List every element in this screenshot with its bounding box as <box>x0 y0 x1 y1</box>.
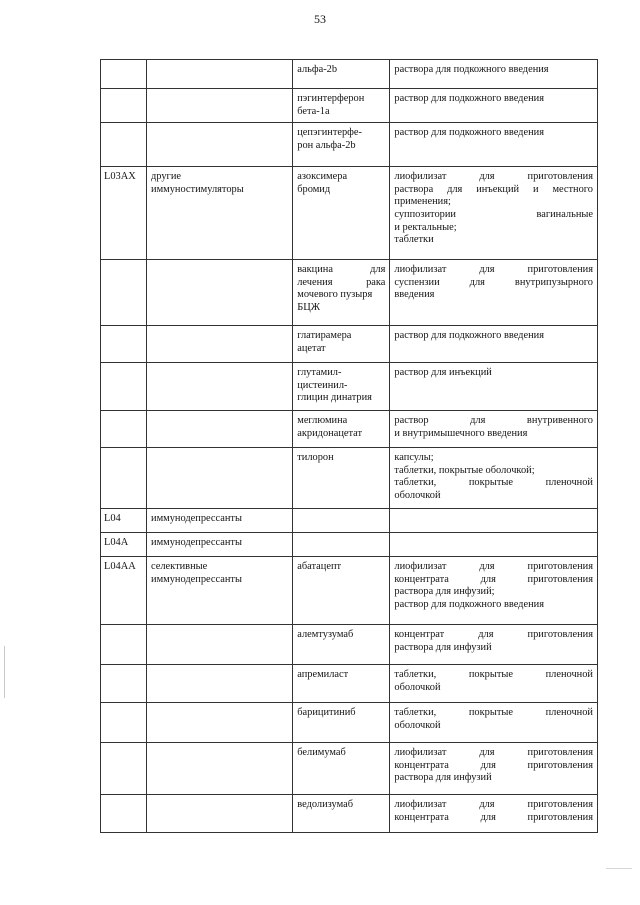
drug-name-line: азоксимера <box>297 171 348 183</box>
dosage-form-line: таблетки, покрытые пленочной <box>394 669 593 681</box>
dosage-form-cell <box>390 363 598 411</box>
dosage-form: раствор для инъекций <box>394 367 492 379</box>
drug-name: ведолизумаб <box>297 799 354 811</box>
table-row <box>101 448 598 509</box>
group-name: иммунодепрессанты <box>151 513 242 525</box>
scan-artifact <box>4 646 5 698</box>
group-cell <box>147 743 293 795</box>
drug-name: алемтузумаб <box>297 629 354 641</box>
dosage-form-cell <box>390 260 598 326</box>
drug-name: тилорон <box>297 452 334 464</box>
dosage-form-cell <box>390 411 598 448</box>
group-cell <box>147 411 293 448</box>
group-name: иммунодепрессанты <box>151 537 242 549</box>
table-row <box>101 60 598 89</box>
table-row <box>101 665 598 703</box>
atc-code: L04 <box>104 513 121 525</box>
drug-name-cell <box>293 89 390 123</box>
dosage-form-cell <box>390 533 598 557</box>
atc-code-cell <box>101 411 147 448</box>
dosage-form-line: и внутримышечного введения <box>394 427 528 439</box>
dosage-form-line: таблетки, покрытые пленочной <box>394 707 593 719</box>
dosage-form-line: применения; <box>394 196 451 208</box>
table-row <box>101 509 598 533</box>
dosage-form-line: концентрата для приготовления <box>394 573 593 585</box>
drug-name-line: мочевого пузыря <box>297 289 373 301</box>
atc-code-cell <box>101 703 147 743</box>
table-row <box>101 260 598 326</box>
dosage-form-cell <box>390 60 598 89</box>
group-cell <box>147 795 293 833</box>
table-row <box>101 743 598 795</box>
drug-name-line: меглюмина <box>297 415 348 427</box>
atc-code-cell <box>101 326 147 363</box>
atc-code-cell <box>101 625 147 665</box>
drug-name: абатацепт <box>297 561 342 573</box>
dosage-form-line: суспензии для внутрипузырного <box>394 276 593 288</box>
atc-code: L04AA <box>104 561 136 573</box>
group-cell <box>147 60 293 89</box>
atc-code-cell <box>101 60 147 89</box>
dosage-form-cell <box>390 326 598 363</box>
drug-name-cell <box>293 167 390 260</box>
dosage-form-line: раствора для инъекций и местного <box>394 183 593 195</box>
drug-name-line: глутамил- <box>297 367 342 379</box>
atc-code-cell <box>101 509 147 533</box>
group-cell <box>147 557 293 625</box>
dosage-form-line: оболочкой <box>394 681 441 693</box>
dosage-form-cell <box>390 703 598 743</box>
atc-code-cell <box>101 89 147 123</box>
table-row <box>101 533 598 557</box>
drug-name-cell <box>293 625 390 665</box>
drug-name-cell <box>293 363 390 411</box>
drug-name-line: бета-1a <box>297 105 330 117</box>
drug-name-cell <box>293 665 390 703</box>
group-cell <box>147 509 293 533</box>
group-name-line: иммунодепрессанты <box>151 573 242 585</box>
drug-name-line: вакцина для <box>297 264 386 276</box>
dosage-form-line: лиофилизат для приготовления <box>394 561 593 573</box>
atc-code: L04A <box>104 537 129 549</box>
drug-name-line: ацетат <box>297 342 326 354</box>
group-cell <box>147 625 293 665</box>
drug-name: белимумаб <box>297 747 346 759</box>
dosage-form-line: лиофилизат для приготовления <box>394 264 593 276</box>
drug-name-line: БЦЖ <box>297 301 321 313</box>
drug-name-line: лечения рака <box>297 276 386 288</box>
drug-name-cell <box>293 326 390 363</box>
dosage-form-line: раствор для внутривенного <box>394 415 593 427</box>
group-cell <box>147 665 293 703</box>
dosage-form: раствор для подкожного введения <box>394 127 544 139</box>
dosage-form-line: раствора для инфузий <box>394 772 492 784</box>
dosage-form-cell <box>390 509 598 533</box>
dosage-form-line: раствор для подкожного введения <box>394 598 544 610</box>
table-row <box>101 625 598 665</box>
drug-name-cell <box>293 533 390 557</box>
drug-name-cell <box>293 123 390 167</box>
drug-name-line: рон альфа-2b <box>297 139 356 151</box>
dosage-form-line: введения <box>394 289 435 301</box>
drug-name-cell <box>293 743 390 795</box>
drug-name-cell <box>293 448 390 509</box>
table-row <box>101 557 598 625</box>
dosage-form-cell <box>390 448 598 509</box>
dosage-form-cell <box>390 795 598 833</box>
atc-code-cell <box>101 795 147 833</box>
dosage-form-cell <box>390 89 598 123</box>
dosage-form-cell <box>390 665 598 703</box>
dosage-form-line: лиофилизат для приготовления <box>394 747 593 759</box>
dosage-form-line: таблетки <box>394 234 434 246</box>
table-row <box>101 703 598 743</box>
table-row <box>101 89 598 123</box>
atc-code: L03AX <box>104 171 136 183</box>
dosage-form-line: лиофилизат для приготовления <box>394 799 593 811</box>
drug-name-line: цепэгинтерфе- <box>297 127 362 139</box>
dosage-form-line: концентрата для приготовления <box>394 759 593 771</box>
table-row <box>101 795 598 833</box>
drug-name-cell <box>293 60 390 89</box>
drug-name-line: цистеинил- <box>297 379 348 391</box>
dosage-form-cell <box>390 123 598 167</box>
atc-code-cell <box>101 557 147 625</box>
drug-name: альфа-2b <box>297 64 338 75</box>
atc-code-cell <box>101 260 147 326</box>
drug-name: апремиласт <box>297 669 349 681</box>
drug-name-cell <box>293 557 390 625</box>
group-cell <box>147 363 293 411</box>
drug-name-line: бромид <box>297 183 331 195</box>
drug-name-cell <box>293 260 390 326</box>
group-cell <box>147 167 293 260</box>
dosage-form-line: таблетки, покрытые пленочной <box>394 477 593 489</box>
group-cell <box>147 703 293 743</box>
drug-name-cell <box>293 411 390 448</box>
dosage-form-line: концентрата для приготовления <box>394 811 593 823</box>
dosage-form-line: раствора для инфузий <box>394 641 492 653</box>
atc-code-cell <box>101 363 147 411</box>
table-row <box>101 363 598 411</box>
dosage-form: раствора для подкожного введения <box>394 64 549 75</box>
drug-name-line: глицин динатрия <box>297 392 372 404</box>
page-number: 53 <box>314 12 326 26</box>
atc-code-cell <box>101 533 147 557</box>
group-cell <box>147 89 293 123</box>
atc-code-cell <box>101 123 147 167</box>
dosage-form-cell <box>390 557 598 625</box>
dosage-form-line: лиофилизат для приготовления <box>394 171 593 183</box>
group-name-line: другие <box>151 171 181 183</box>
dosage-form-line: оболочкой <box>394 719 441 731</box>
group-cell <box>147 533 293 557</box>
drug-name-cell <box>293 509 390 533</box>
drug-name-line: пэгинтерферон <box>297 93 365 104</box>
dosage-form-line: оболочкой <box>394 489 441 501</box>
dosage-form-line: таблетки, покрытые оболочкой; <box>394 464 535 476</box>
dosage-form-line: раствора для инфузий; <box>394 586 495 598</box>
group-cell <box>147 326 293 363</box>
scan-artifact <box>606 868 632 869</box>
drug-name-line: глатирамера <box>297 330 352 342</box>
dosage-form-cell <box>390 167 598 260</box>
dosage-form-line: капсулы; <box>394 452 434 464</box>
drug-name-line: акридонацетат <box>297 427 363 439</box>
group-cell <box>147 123 293 167</box>
dosage-form-line: концентрат для приготовления <box>394 629 593 641</box>
group-name-line: иммуностимуляторы <box>151 183 244 195</box>
dosage-form-cell <box>390 743 598 795</box>
group-cell <box>147 260 293 326</box>
dosage-form-line: и ректальные; <box>394 221 457 233</box>
dosage-form: раствор для подкожного введения <box>394 330 544 342</box>
atc-code-cell <box>101 743 147 795</box>
medication-table <box>100 59 598 833</box>
atc-code-cell <box>101 448 147 509</box>
table-row <box>101 167 598 260</box>
drug-name-cell <box>293 795 390 833</box>
table-row <box>101 411 598 448</box>
atc-code-cell <box>101 665 147 703</box>
group-name-line: селективные <box>151 561 208 573</box>
dosage-form: раствор для подкожного введения <box>394 93 544 104</box>
drug-name: барицитиниб <box>297 707 356 719</box>
drug-name-cell <box>293 703 390 743</box>
dosage-form-cell <box>390 625 598 665</box>
group-cell <box>147 448 293 509</box>
atc-code-cell <box>101 167 147 260</box>
dosage-form-line: суппозитории вагинальные <box>394 208 593 220</box>
table-row <box>101 123 598 167</box>
table-row <box>101 326 598 363</box>
